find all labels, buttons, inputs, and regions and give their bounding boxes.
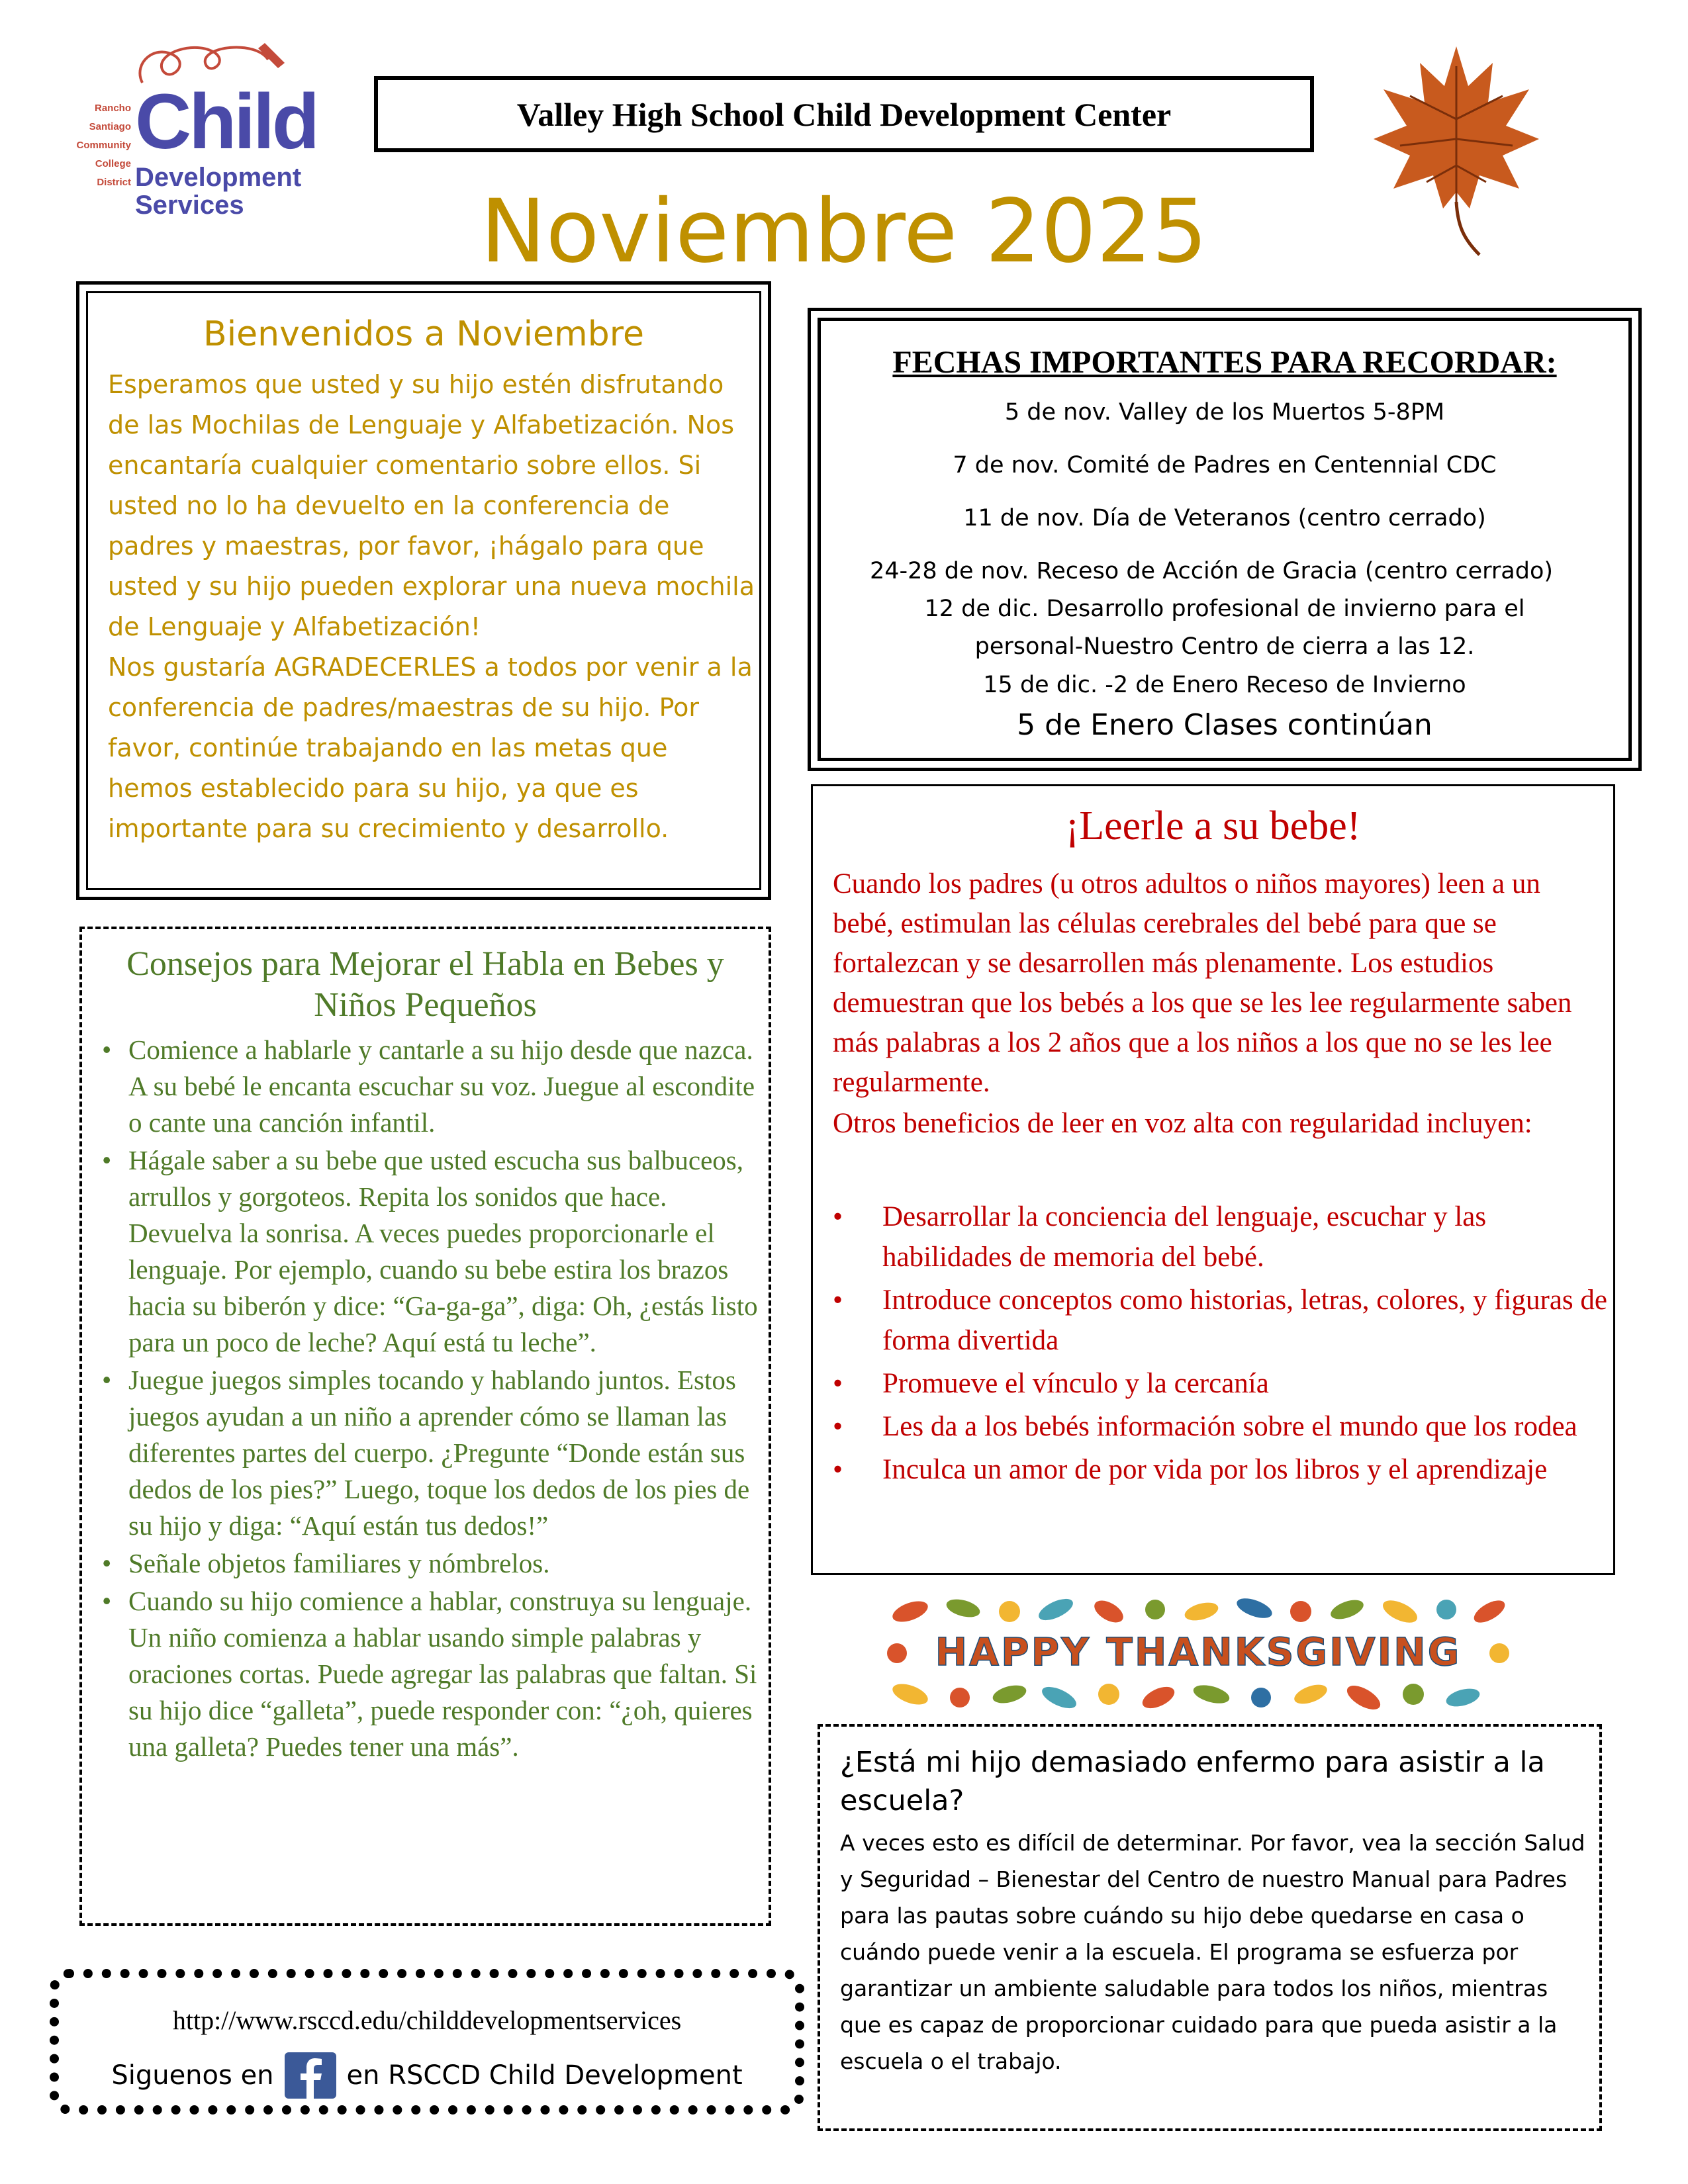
welcome-paragraph: Esperamos que usted y su hijo estén disfrutando de las Mochilas de Lenguaje y Alfabetización. Nos encantaría cualquier comentario sobre ellos. Si usted no lo ha devuelto en la conferencia de padres y maestras, por favor, ¡hágalo para que usted y su hijo pueden explorar una nueva mochila de Lenguaje y Alfabetización! (108, 370, 755, 641)
date-line: 5 de nov. Valley de los Muertos 5-8PM (1004, 399, 1445, 426)
month-title: Noviembre 2025 (480, 181, 1208, 283)
reading-benefits-list (833, 1197, 1607, 1492)
thanksgiving-banner (884, 1595, 1513, 1711)
speech-tips-box (79, 927, 771, 1926)
speech-tips-list (102, 1032, 764, 1766)
list-item: • Señale objetos familiares y nómbrelos. (102, 1545, 764, 1582)
list-item: • Les da a los bebés información sobre el mundo que los rodea (833, 1406, 1607, 1447)
illness-policy-box (818, 1724, 1602, 2131)
reading-title: ¡Leerle a su bebe! (1065, 803, 1361, 848)
date-line: 15 de dic. -2 de Enero Receso de Invierno (983, 672, 1466, 698)
logo-org-line: Rancho (94, 103, 131, 114)
date-line: 11 de nov. Día de Veteranos (centro cerrado) (963, 505, 1486, 531)
date-line-highlight: 5 de Enero Clases continúan (1017, 708, 1432, 742)
logo-child-word: Child (135, 78, 317, 165)
logo-dev-line: Services (135, 191, 244, 220)
reading-paragraph: Otros beneficios de leer en voz alta con regularidad incluyen: (833, 1108, 1532, 1139)
website-link[interactable]: http://www.rsccd.edu/childdevelopmentservices (172, 2005, 682, 2035)
date-line: 7 de nov. Comité de Padres en Centennial CDC (953, 452, 1497, 478)
logo-dev-line: Development (135, 163, 302, 192)
social-follow-line (59, 2052, 795, 2099)
date-line: 12 de dic. Desarrollo profesional de invierno para el (924, 596, 1525, 622)
thanksgiving-text: HAPPY THANKSGIVING (935, 1629, 1462, 1674)
list-item: • Hágale saber a su bebe que usted escucha sus balbuceos, arrullos y gorgoteos. Repita los sonidos que hace. Devuelva la sonrisa. A veces puedes proporcionarle el lenguaje. Por ejemplo, cuando su bebe estira los brazos hacia su biberón y dice: “Ga-ga-ga”, diga: Oh, ¿estás listo para un poco de leche? Aquí está tu leche”. (102, 1142, 764, 1361)
list-item: • Introduce conceptos como historias, letras, colores, y figuras de forma divertida (833, 1280, 1607, 1361)
list-item: • Juegue juegos simples tocando y hablando juntos. Estos juegos ayudan a un niño a aprender cómo se llaman las diferentes partes del cuerpo. ¿Pregunte “Donde están sus dedos de los pies?” Luego, toque los dedos de los pies de su hijo y diga: “Aquí están tus dedos!” (102, 1362, 764, 1544)
illness-policy-title: ¿Está mi hijo demasiado enfermo para asistir a la escuela? (840, 1746, 1545, 1817)
welcome-paragraph: Nos gustaría AGRADECERLES a todos por venir a la conferencia de padres/maestras de su hijo. Por favor, continúe trabajando en las metas que hemos establecido para su hijo, ya que es importante para su crecimiento y desarrollo. (108, 653, 753, 843)
facebook-icon[interactable] (285, 2052, 336, 2099)
list-item: • Promueve el vínculo y la cercanía (833, 1363, 1607, 1404)
logo-org-line: District (97, 177, 131, 188)
speech-tips-title: Consejos para Mejorar el Habla en Bebes y Niños Pequeños (126, 945, 724, 1024)
logo-org-line: Santiago (89, 121, 131, 132)
list-item: • Cuando su hijo comience a hablar, construya su lenguaje. Un niño comienza a hablar usando simple palabras y oraciones cortas. Puede agregar las palabras que faltan. Si su hijo dice “galleta”, puede responder con: “¿oh, quieres una galleta? Puedes tener una más”. (102, 1583, 764, 1765)
welcome-box (76, 281, 771, 900)
list-item: • Inculca un amor de por vida por los libros y el aprendizaje (833, 1449, 1607, 1490)
follow-suffix: en RSCCD Child Development (346, 2060, 743, 2091)
illness-policy-body: A veces esto es difícil de determinar. Por favor, vea la sección Salud y Seguridad – Bienestar del Centro de nuestro Manual para Padres para las pautas sobre cuándo su hijo debe quedarse en casa o cuándo puede venir a la escuela. El programa se esfuerza por garantizar un ambiente saludable para todos los niños, mientras que es capaz de proporcionar cuidado para que pueda asistir a la escuela o el trabajo. (840, 1830, 1585, 2074)
links-box (50, 1969, 804, 2115)
logo-org-line: College (95, 158, 131, 169)
follow-prefix: Siguenos en (111, 2060, 274, 2091)
welcome-inner-frame (86, 291, 761, 890)
important-dates-title: FECHAS IMPORTANTES PARA RECORDAR: (892, 345, 1557, 380)
date-line: 24-28 de nov. Receso de Acción de Gracia (centro cerrado) (869, 558, 1554, 584)
header-title: Valley High School Child Development Center (516, 95, 1172, 133)
date-line: personal-Nuestro Centro de cierra a las 12. (974, 633, 1475, 660)
reading-paragraph: Cuando los padres (u otros adultos o niños mayores) leen a un bebé, estimulan las células cerebrales del bebé para que se fortalezcan y se desarrollen más plenamente. Los estudios demuestran que los bebés a los que se les lee regularmente saben más palabras a los 2 años que a los niños a los que no se les lee regularmente. (833, 868, 1572, 1098)
logo-org-line: Community (76, 140, 131, 151)
welcome-title: Bienvenidos a Noviembre (203, 314, 644, 354)
important-dates-inner-frame (818, 318, 1632, 761)
important-dates-box (808, 308, 1642, 771)
list-item: • Desarrollar la conciencia del lenguaje, escuchar y las habilidades de memoria del bebé. (833, 1197, 1607, 1277)
logo-org-name (66, 99, 131, 192)
reading-to-baby-box (811, 784, 1615, 1575)
list-item: • Comience a hablarle y cantarle a su hijo desde que nazca. A su bebé le encanta escuchar su voz. Juegue al escondite o cante una canción infantil. (102, 1032, 764, 1141)
header-box (374, 76, 1314, 152)
welcome-body (108, 365, 757, 849)
